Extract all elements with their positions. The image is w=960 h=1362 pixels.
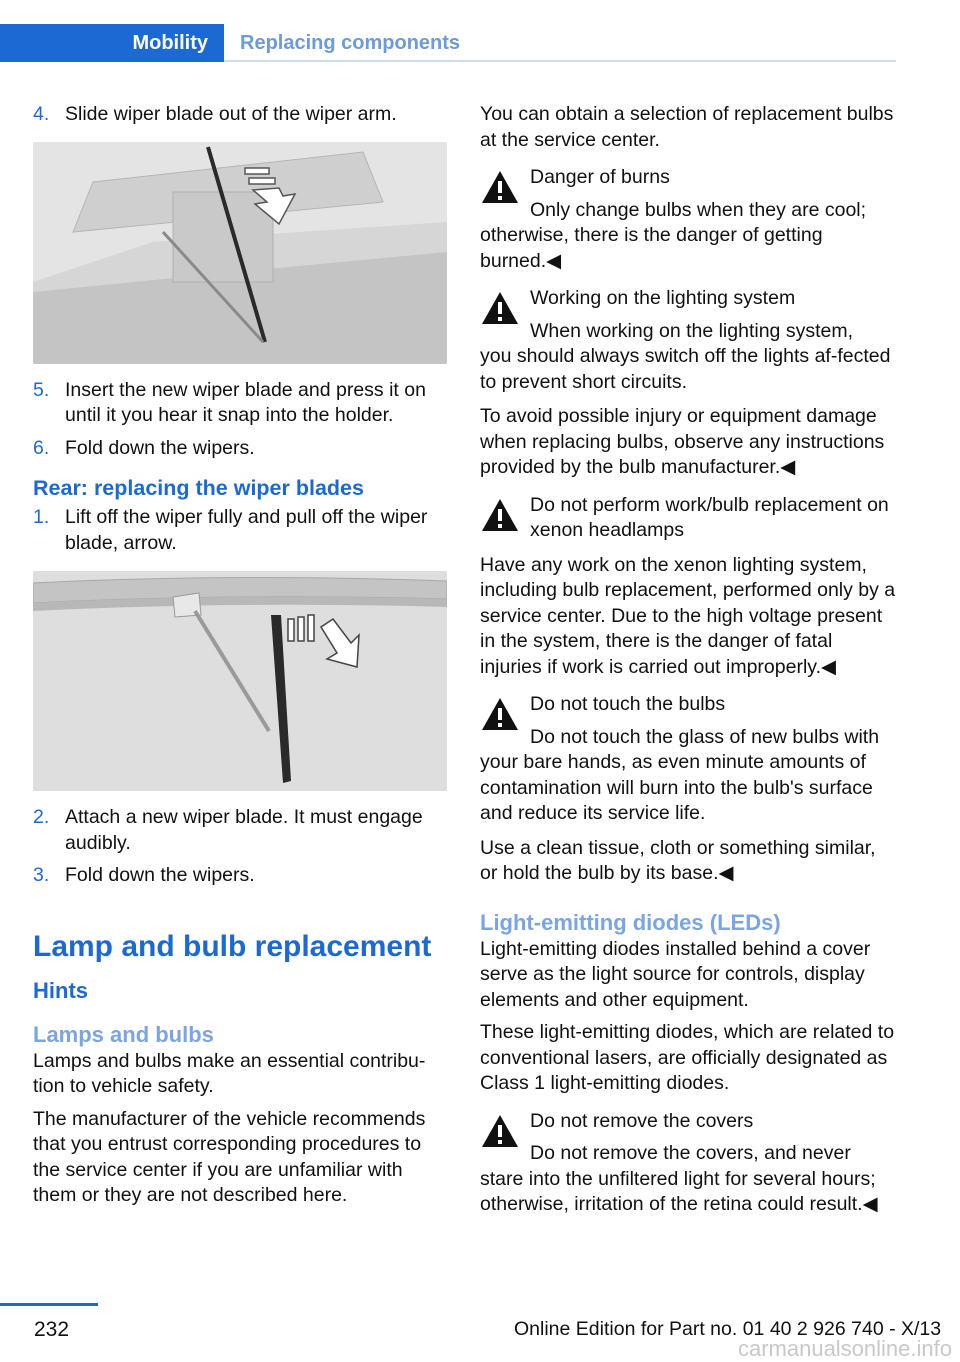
step-text: Lift off the wiper fully and pull off the wiper blade, arrow. <box>65 506 428 554</box>
rear-wiper-image <box>33 571 447 791</box>
footer-accent-line <box>0 1303 98 1306</box>
step-number: 1. <box>33 506 50 528</box>
warning-text-rest: you should always switch off the lights af‐fected to prevent short circuits. <box>480 345 891 393</box>
step-text: Fold down the wipers. <box>65 436 255 459</box>
front-wiper-image <box>33 142 447 364</box>
right-column <box>480 102 898 1227</box>
step-5 <box>33 378 451 429</box>
warning-icon <box>480 169 520 205</box>
warning-title: Working on the lighting system <box>530 287 796 309</box>
lamps-paragraph-2: The manufacturer of the vehicle recommends that you entrust corresponding procedures to the service center if you are unfamiliar with them or they are not described here. <box>33 1107 426 1206</box>
section-tab: Replacing components <box>240 32 461 54</box>
led-paragraph-1: Light-emitting diodes installed behind a cover serve as the light source for controls, display elements and other equipment. <box>480 937 871 1011</box>
warning-text-first: When working on the lighting system, <box>530 319 853 342</box>
xenon-paragraph: Have any work on the xenon lighting system, including bulb replacement, performed only by a service center. Due to the high voltage present in the system, there is the danger of fatal injuries if work is carried out improperly.◀ <box>480 553 896 678</box>
warning-burns <box>480 165 898 274</box>
warning-text-rest: otherwise, there is the danger of getting burned.◀ <box>480 224 823 272</box>
warning-text-first: Only change bulbs when they are cool; <box>530 198 867 221</box>
step-number: 3. <box>33 864 50 886</box>
warning-icon <box>480 290 520 326</box>
step-number: 2. <box>33 806 50 828</box>
step-text: Slide wiper blade out of the wiper arm. <box>65 103 397 125</box>
warning-xenon <box>480 493 898 544</box>
step-number: 4. <box>33 103 50 125</box>
warning-lighting-system <box>480 286 898 395</box>
rear-wiper-illustration <box>33 571 447 791</box>
step-text: Attach a new wiper blade. It must engage audibly. <box>65 806 423 854</box>
rear-step-1 <box>33 505 451 556</box>
warning-icon <box>480 1113 520 1149</box>
warning-text-first: Do not touch the glass of new bulbs with <box>530 725 880 748</box>
step-number: 6. <box>33 436 50 459</box>
step-text: Fold down the wipers. <box>65 864 255 886</box>
warning-text-first: Do not remove the covers, and never <box>530 1142 851 1164</box>
warning-touch-bulbs <box>480 692 898 827</box>
edition-text: Online Edition for Part no. 01 40 2 926 740 - X/13 <box>514 1318 942 1340</box>
tissue-paragraph: Use a clean tissue, cloth or something similar, or hold the bulb by its base.◀ <box>480 836 876 884</box>
left-column <box>33 102 451 1216</box>
intro-paragraph: You can obtain a selection of replacement bulbs at the service center. <box>480 103 894 151</box>
hints-heading: Hints <box>33 977 88 1003</box>
rear-step-2 <box>33 805 451 856</box>
watermark: carmanualsonline.info <box>737 1336 952 1361</box>
warning-title: Do not perform work/bulb replacement on xenon headlamps <box>530 493 889 541</box>
warning-icon <box>480 696 520 732</box>
led-paragraph-2: These light-emitting diodes, which are related to conventional lasers, are officially designated as Class 1 light-emitting diodes. <box>480 1021 895 1094</box>
page-header <box>0 24 960 62</box>
warning-text-rest: your bare hands, as even minute amounts of contamination will burn into the bulb's surface and reduce its service life. <box>480 751 873 824</box>
warning-covers <box>480 1109 898 1218</box>
warning-icon <box>480 497 520 533</box>
lamps-bulbs-heading: Lamps and bulbs <box>33 1021 214 1047</box>
warning-title: Danger of burns <box>530 166 670 188</box>
rear-wiper-heading: Rear: replacing the wiper blades <box>33 476 364 500</box>
warning-text-rest: stare into the unfiltered light for several hours; otherwise, irritation of the retina could result.◀ <box>480 1167 878 1215</box>
warning-title: Do not remove the covers <box>530 1109 754 1132</box>
warning-title: Do not touch the bulbs <box>530 693 726 715</box>
step-6 <box>33 436 451 462</box>
lamp-replacement-heading: Lamp and bulb replacement <box>33 929 432 963</box>
rear-step-3 <box>33 863 451 889</box>
step-text: Insert the new wiper blade and press it on until it you hear it snap into the holder. <box>65 378 426 426</box>
page-number: 232 <box>34 1318 70 1341</box>
lamps-paragraph-1: Lamps and bulbs make an essential contribu‐tion to vehicle safety. <box>33 1049 426 1097</box>
led-heading: Light-emitting diodes (LEDs) <box>480 909 781 935</box>
header-divider <box>224 60 896 62</box>
chapter-tab: Mobility <box>0 24 224 62</box>
step-4 <box>33 102 451 128</box>
avoid-injury-paragraph: To avoid possible injury or equipment damage when replacing bulbs, observe any instructions provided by the bulb manufacturer.◀ <box>480 405 885 478</box>
front-wiper-illustration <box>33 142 447 364</box>
step-number: 5. <box>33 378 50 401</box>
